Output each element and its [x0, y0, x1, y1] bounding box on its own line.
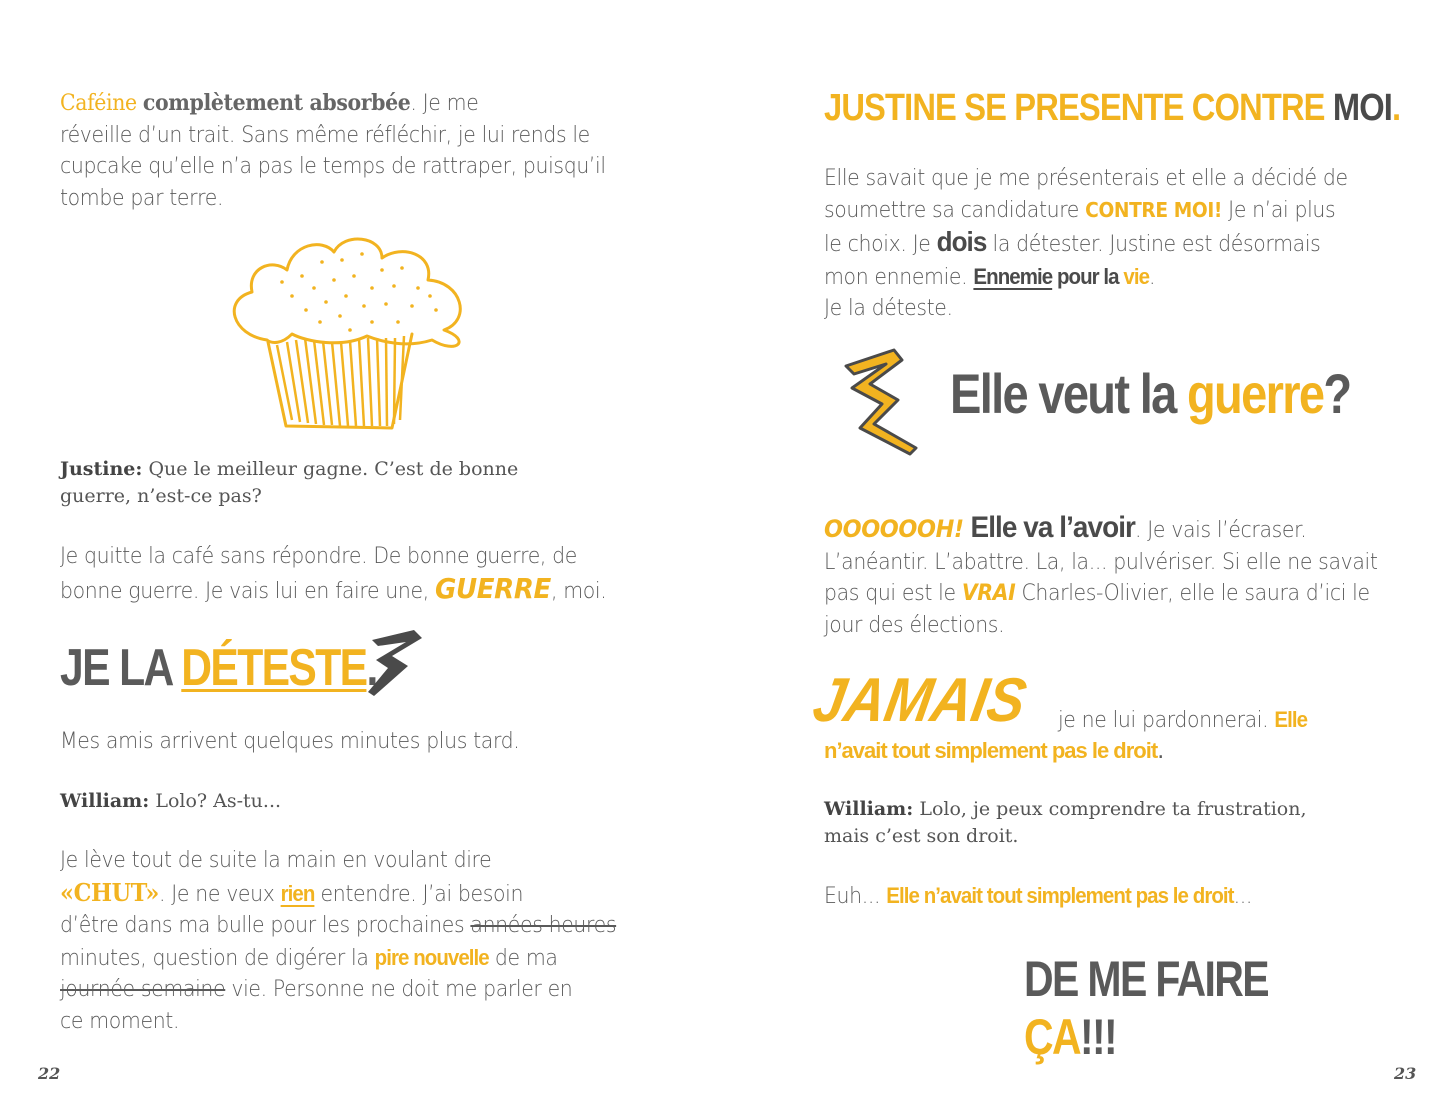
word-guerre-big: guerre [1186, 362, 1324, 425]
word-ennemie: Ennemie [973, 263, 1053, 289]
heading-je-la-deteste: JE LA DÉTESTE. [60, 639, 377, 697]
paragraph-jamais-line1: je ne lui pardonnerai. Elle [1058, 707, 1308, 733]
word-ooooooh: OOOOOOH! [824, 515, 964, 543]
speaker-william: William: [60, 790, 150, 812]
cupcake-illustration [222, 230, 474, 432]
phrase-pas-le-droit-2: Elle n’avait tout simplement pas le droit [886, 883, 1234, 908]
word-guerre: GUERRE [434, 571, 551, 605]
paragraph-cafeine: Caféine complètement absorbée. Je me réveille d’un trait. Sans même réfléchir, je lui rends le cupcake qu’elle n’a pas le temps de rattraper, puisqu’il tombe par terre. [60, 90, 606, 211]
paragraph-quitte: Je quitte la café sans répondre. De bonne guerre, de bonne guerre. Je vais lui en faire une, GUERRE, moi. [60, 544, 607, 605]
struck-annees-heures: années heures [470, 913, 617, 938]
struck-journee-semaine: journée semaine [60, 977, 226, 1002]
word-cafeine: Caféine [60, 91, 137, 116]
left-page [0, 0, 722, 1116]
page-number-left: 22 [38, 1064, 61, 1083]
page-number-right: 23 [1394, 1064, 1417, 1083]
word-pire-nouvelle: pire nouvelle [374, 944, 489, 970]
paragraph-ooooooh: OOOOOOH! Elle va l’avoir. Je vais l’écraser. L’anéantir. L’abattre. La, la... pulvériser. Si elle ne savait pas qui est le VRAI Charles-Olivier, elle le saura d’ici le jour des élections. [824, 511, 1378, 638]
word-vie: vie [1123, 263, 1150, 289]
word-contre-moi: CONTRE MOI! [1085, 197, 1223, 222]
word-chut: «CHUT» [60, 877, 159, 907]
word-dois: dois [936, 226, 987, 257]
dialog-william-2: William: Lolo, je peux comprendre ta frustration, mais c’est son droit. [824, 798, 1307, 847]
speaker-justine: Justine: [60, 458, 143, 480]
paragraph-euh: Euh... Elle n’avait tout simplement pas le droit... [824, 883, 1252, 909]
right-page [722, 0, 1444, 1116]
paragraph-elle-savait: Elle savait que je me présenterais et elle a décidé de soumettre sa candidature CONTRE MOI! Je n’ai plus le choix. Je dois la détester. Justine est désormais mon ennemie. Ennemie pour la vie. Je la déteste. [824, 166, 1348, 321]
heading-justine-se-presente: JUSTINE SE PRESENTE CONTRE MOI. [824, 87, 1401, 129]
lightning-icon [364, 626, 430, 702]
speaker-william-2: William: [824, 798, 914, 820]
dialog-justine: Justine: Que le meilleur gagne. C’est de bonne guerre, n’est-ce pas? [60, 458, 519, 507]
word-deteste: DÉTESTE [181, 639, 367, 697]
word-rien: rien [280, 880, 315, 906]
paragraph-amis: Mes amis arrivent quelques minutes plus tard. [60, 729, 520, 754]
word-completement-absorbee: complètement absorbée [142, 90, 411, 116]
word-jamais: JAMAIS [808, 666, 1032, 735]
phrase-pas-le-droit: n’avait tout simplement pas le droit [824, 738, 1158, 763]
heading-de-me-faire-ca: DE ME FAIRE ÇA!!! [1024, 951, 1268, 1065]
lightning-icon-yellow [840, 344, 930, 456]
word-ca: ÇA [1024, 1009, 1080, 1065]
dialog-william-1: William: Lolo? As-tu... [60, 790, 282, 812]
word-vrai: VRAI [961, 581, 1016, 606]
heading-elle-veut-la-guerre: Elle veut la guerre? [950, 362, 1351, 425]
paragraph-jamais-line2: n’avait tout simplement pas le droit. [824, 738, 1165, 764]
paragraph-chut: Je lève tout de suite la main en voulant dire «CHUT». Je ne veux rien entendre. J’ai besoin d’être dans ma bulle pour les prochaines années heures minutes, question de digérer la pire nouvelle de ma journée semaine vie. Personne ne doit me parler en ce moment. [60, 848, 617, 1034]
word-elle-va-lavoir: Elle va l’avoir [963, 511, 1135, 544]
